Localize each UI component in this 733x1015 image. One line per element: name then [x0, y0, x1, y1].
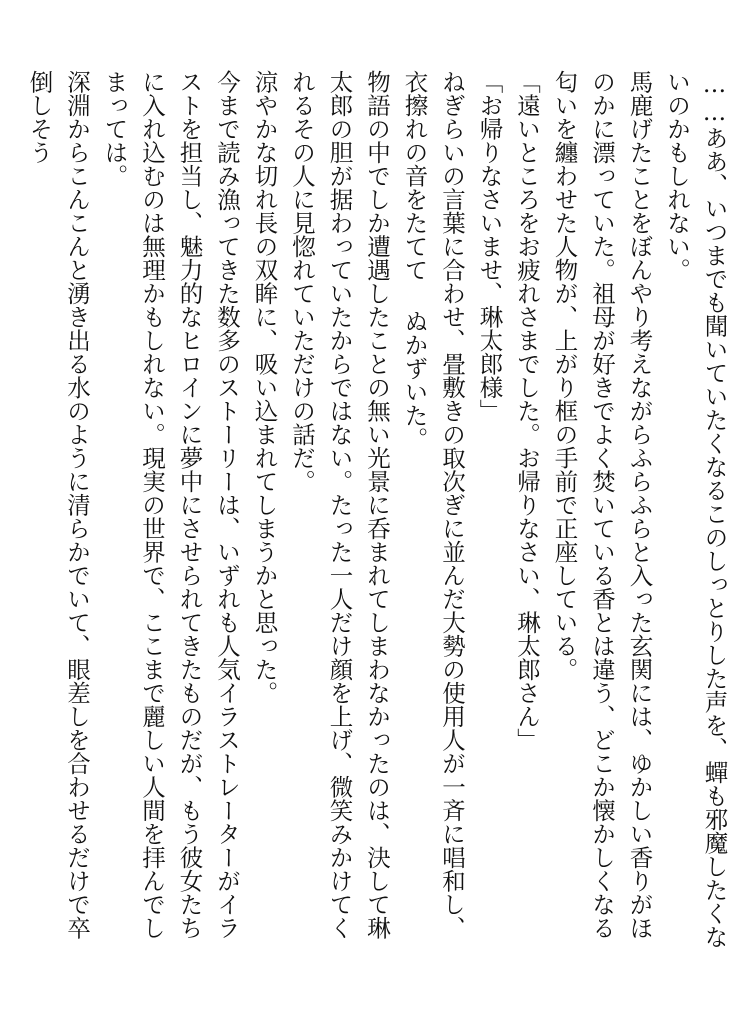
paragraph: 「お帰りなさいませ、琳太郎様」 — [475, 70, 504, 423]
paragraph: 今まで読み漁ってきた数多のストーリーは、いずれも人気イラストレーターがイラストを担当し、魅力的なヒロインに夢中にさせられてきたものだが、もう彼女たちに入れ込むのは無理かもしれない。現実の世界で、ここまで麗しい人間を拝んでしまっては。 — [100, 70, 241, 940]
paragraph: 涼やかな切れ長の双眸に、吸い込まれてしまうかと思った。 — [250, 70, 279, 705]
paragraph: ……ああ、いつまでも聞いていたくなるこのしっとりした声を、蟬も邪魔したくないのかもしれない。 — [663, 70, 729, 949]
paragraph: 「遠いところをお疲れさまでした。お帰りなさい、琳太郎さん」 — [513, 70, 541, 752]
book-page — [20, 70, 729, 970]
paragraph: 物語の中でしか遭遇したことの無い光景に呑まれてしまわなかったのは、決して琳太郎の胆が据わっていたからではない。たった一人だけ顔を上げ、微笑みかけてくれるその人に見惚れていただけの話だ。 — [288, 70, 391, 940]
paragraph: 馬鹿げたことをぼんやり考えながらふらふらと入った玄関には、ゆかしい香りがほのかに漂っていた。祖母が好きでよく焚いている香とは違う、どこか懐かしくなる匂いを纏わせた人物が、上がり框の手前で正座している。 — [550, 70, 654, 940]
paragraph: 深淵からこんこんと湧き出る水のように清らかでいて、眼差しを合わせるだけで卒倒しそう — [25, 70, 91, 940]
vertical-text-body — [20, 70, 733, 950]
paragraph: ねぎらいの言葉に合わせ、畳敷きの取次ぎに並んだ大勢の使用人が一斉に唱和し、衣擦れの音をたてて ぬかずいた。 — [400, 70, 466, 940]
